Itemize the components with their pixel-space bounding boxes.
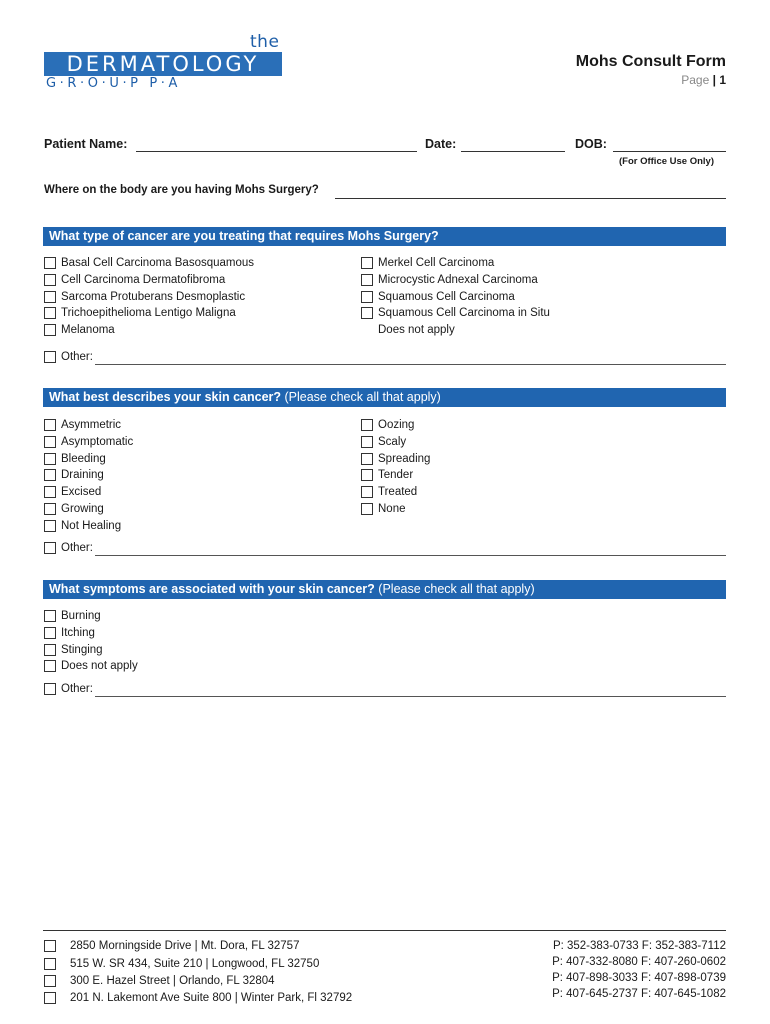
- checkbox-option[interactable]: Spreading: [361, 452, 430, 466]
- dob-field[interactable]: [613, 151, 726, 152]
- surgery-location-field[interactable]: [335, 198, 726, 199]
- checkbox[interactable]: [44, 627, 56, 639]
- checkbox[interactable]: [44, 436, 56, 448]
- checkbox[interactable]: [44, 683, 56, 695]
- section-symptoms-title: What symptoms are associated with your skin cancer?: [49, 582, 375, 596]
- checkbox-option[interactable]: Oozing: [361, 418, 430, 432]
- other-text-field[interactable]: [95, 555, 726, 556]
- checkbox[interactable]: [44, 503, 56, 515]
- checkbox[interactable]: [361, 486, 373, 498]
- checkbox-option[interactable]: Cell Carcinoma Dermatofibroma: [44, 273, 254, 287]
- checkbox-option[interactable]: Stinging: [44, 643, 138, 657]
- location-option[interactable]: [44, 991, 352, 1005]
- checkbox[interactable]: [44, 660, 56, 672]
- location-option[interactable]: [44, 974, 275, 988]
- address-text: 2850 Morningside Drive | Mt. Dora, FL 32757: [70, 940, 300, 952]
- other-option[interactable]: Other:: [44, 350, 93, 364]
- date-field[interactable]: [461, 151, 565, 152]
- phone-fax-line: P: 407-645-2737 F: 407-645-1082: [552, 988, 726, 1000]
- date-label: Date:: [425, 137, 457, 151]
- phone-fax-line: P: 407-898-3033 F: 407-898-0739: [552, 972, 726, 984]
- checkbox-option[interactable]: Tender: [361, 468, 430, 482]
- checkbox-option[interactable]: Not Healing: [44, 519, 133, 533]
- checkbox-option[interactable]: Melanoma: [44, 323, 254, 337]
- address-text: 515 W. SR 434, Suite 210 | Longwood, FL 32750: [70, 958, 320, 970]
- checkbox-option[interactable]: Merkel Cell Carcinoma: [361, 256, 550, 270]
- patient-name-label: Patient Name:: [44, 137, 128, 151]
- checkbox[interactable]: [44, 419, 56, 431]
- page-number: 1: [719, 73, 726, 87]
- checkbox[interactable]: [44, 992, 56, 1004]
- checkbox-option[interactable]: None: [361, 502, 430, 516]
- checkbox[interactable]: [361, 274, 373, 286]
- other-option[interactable]: Other:: [44, 541, 93, 555]
- checkbox-option[interactable]: Squamous Cell Carcinoma: [361, 290, 550, 304]
- checkbox[interactable]: [361, 453, 373, 465]
- checkbox[interactable]: [44, 940, 56, 952]
- section-symptoms-header: [43, 580, 726, 599]
- checkbox[interactable]: [44, 975, 56, 987]
- checkbox[interactable]: [44, 958, 56, 970]
- checkbox[interactable]: [361, 291, 373, 303]
- checkbox-option[interactable]: Trichoepithelioma Lentigo Maligna: [44, 306, 254, 320]
- checkbox[interactable]: [44, 351, 56, 363]
- checkbox[interactable]: [361, 307, 373, 319]
- surgery-location-label: Where on the body are you having Mohs Surgery?: [44, 184, 319, 196]
- logo-subtitle: G·R·O·U·P P·A: [46, 76, 182, 91]
- checkbox[interactable]: [44, 610, 56, 622]
- address-text: 201 N. Lakemont Ave Suite 800 | Winter Park, Fl 32792: [70, 992, 353, 1004]
- logo-the-text: the: [250, 32, 280, 52]
- checkbox[interactable]: [44, 469, 56, 481]
- section-cancer-type-header: [43, 227, 726, 246]
- describe-left-column: [44, 418, 133, 533]
- location-option[interactable]: [44, 939, 299, 953]
- section-cancer-type-title: What type of cancer are you treating that requires Mohs Surgery?: [49, 229, 439, 243]
- footer-divider: [43, 930, 726, 931]
- checkbox-option[interactable]: Bleeding: [44, 452, 133, 466]
- section-describe-note: (Please check all that apply): [281, 390, 441, 404]
- describe-right-column: [361, 418, 430, 516]
- checkbox[interactable]: [44, 324, 56, 336]
- checkbox-option[interactable]: Draining: [44, 468, 133, 482]
- checkbox[interactable]: [44, 257, 56, 269]
- checkbox-option[interactable]: Microcystic Adnexal Carcinoma: [361, 273, 550, 287]
- checkbox[interactable]: [44, 644, 56, 656]
- logo-name-band: DERMATOLOGY: [44, 52, 282, 76]
- dob-label: DOB:: [575, 137, 607, 151]
- checkbox[interactable]: [361, 419, 373, 431]
- checkbox-option[interactable]: Treated: [361, 485, 430, 499]
- checkbox-option[interactable]: Itching: [44, 626, 138, 640]
- checkbox-option[interactable]: Scaly: [361, 435, 430, 449]
- checkbox[interactable]: [361, 503, 373, 515]
- checkbox-option[interactable]: Asymmetric: [44, 418, 133, 432]
- form-title: Mohs Consult Form: [575, 53, 726, 70]
- phone-fax-line: P: 407-332-8080 F: 407-260-0602: [552, 956, 726, 968]
- checkbox[interactable]: [44, 486, 56, 498]
- checkbox-option[interactable]: Excised: [44, 485, 133, 499]
- checkbox[interactable]: [44, 274, 56, 286]
- checkbox-option[interactable]: Growing: [44, 502, 133, 516]
- other-option[interactable]: Other:: [44, 682, 93, 696]
- phone-fax-line: P: 352-383-0733 F: 352-383-7112: [552, 940, 726, 952]
- page-separator: |: [712, 73, 716, 87]
- checkbox[interactable]: [361, 469, 373, 481]
- cancer-type-left-column: [44, 256, 254, 337]
- checkbox-option[interactable]: Sarcoma Protuberans Desmoplastic: [44, 290, 254, 304]
- location-option[interactable]: [44, 957, 319, 971]
- symptoms-column: [44, 609, 138, 673]
- other-text-field[interactable]: [95, 696, 726, 697]
- checkbox[interactable]: [44, 542, 56, 554]
- checkbox-option[interactable]: Asymptomatic: [44, 435, 133, 449]
- section-describe-header: [43, 388, 726, 407]
- checkbox[interactable]: [44, 291, 56, 303]
- section-symptoms-note: (Please check all that apply): [374, 582, 535, 596]
- office-use-note: (For Office Use Only): [618, 156, 714, 167]
- option-does-not-apply: Does not apply: [378, 324, 455, 337]
- section-describe-title: What best describes your skin cancer?: [49, 390, 282, 404]
- address-text: 300 E. Hazel Street | Orlando, FL 32804: [70, 975, 275, 987]
- checkbox[interactable]: [361, 436, 373, 448]
- checkbox[interactable]: [361, 257, 373, 269]
- checkbox[interactable]: [44, 307, 56, 319]
- page-label: Page: [681, 73, 710, 87]
- patient-name-field[interactable]: [136, 151, 417, 152]
- checkbox-option[interactable]: Burning: [44, 609, 138, 623]
- other-text-field[interactable]: [95, 364, 726, 365]
- checkbox[interactable]: [44, 520, 56, 532]
- checkbox-option[interactable]: Basal Cell Carcinoma Basosquamous: [44, 256, 254, 270]
- checkbox-option[interactable]: Squamous Cell Carcinoma in Situ: [361, 306, 550, 320]
- checkbox[interactable]: [44, 453, 56, 465]
- checkbox-option[interactable]: Does not apply: [44, 659, 138, 673]
- cancer-type-right-column: [361, 256, 550, 337]
- page-indicator: [681, 73, 726, 87]
